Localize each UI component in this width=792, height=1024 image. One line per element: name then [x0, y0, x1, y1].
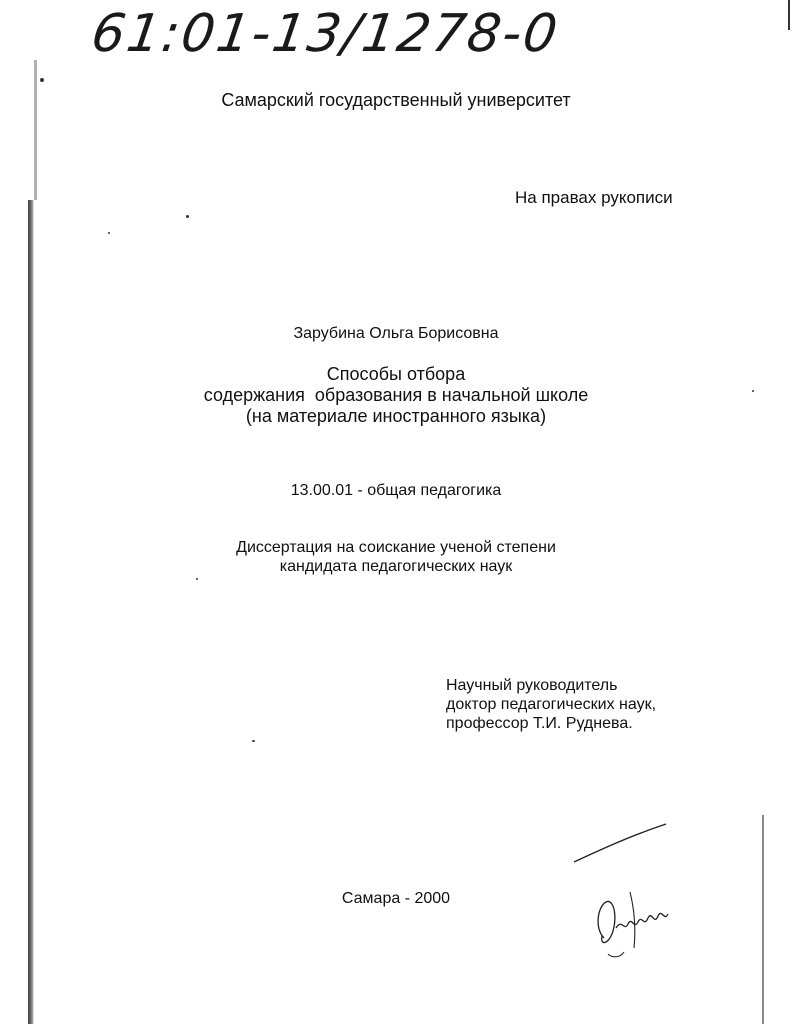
dissertation-title [0, 364, 792, 427]
degree-statement [0, 538, 792, 576]
scan-speck [252, 740, 255, 742]
title-line-3: (на материале иностранного языка) [245, 406, 547, 426]
degree-line-2: кандидата педагогических наук [279, 558, 513, 575]
scan-speck [186, 215, 189, 218]
scan-edge-left-top [34, 60, 37, 200]
handwritten-archive-code: 61:01-13/1278-0 [87, 4, 563, 64]
scan-speck [196, 578, 198, 580]
scan-edge-right-bottom [762, 815, 764, 1024]
scientific-supervisor [446, 676, 656, 733]
supervisor-line-1: Научный руководитель [446, 677, 618, 694]
university-name: Самарский государственный университет [221, 90, 571, 110]
city-and-year: Самара - 2000 [341, 890, 451, 907]
scan-speck [40, 78, 44, 82]
scan-speck [108, 232, 110, 234]
pen-stroke-mark [570, 820, 670, 870]
degree-line-1: Диссертация на соискание ученой степени [236, 539, 556, 556]
handwritten-signature [590, 888, 680, 968]
supervisor-line-2: доктор педагогических наук, [446, 696, 657, 713]
title-line-1: Способы отбора [326, 364, 466, 384]
supervisor-line-3: профессор Т.И. Руднева. [446, 715, 633, 732]
manuscript-rights-note: На правах рукописи [515, 188, 673, 207]
scan-edge-right-top [788, 0, 790, 30]
author-name: Зарубина Ольга Борисовна [293, 325, 499, 342]
specialty-code: 13.00.01 - общая педагогика [290, 482, 502, 499]
scan-speck [752, 390, 754, 392]
title-line-2: содержания образования в начальной школе [203, 385, 589, 405]
